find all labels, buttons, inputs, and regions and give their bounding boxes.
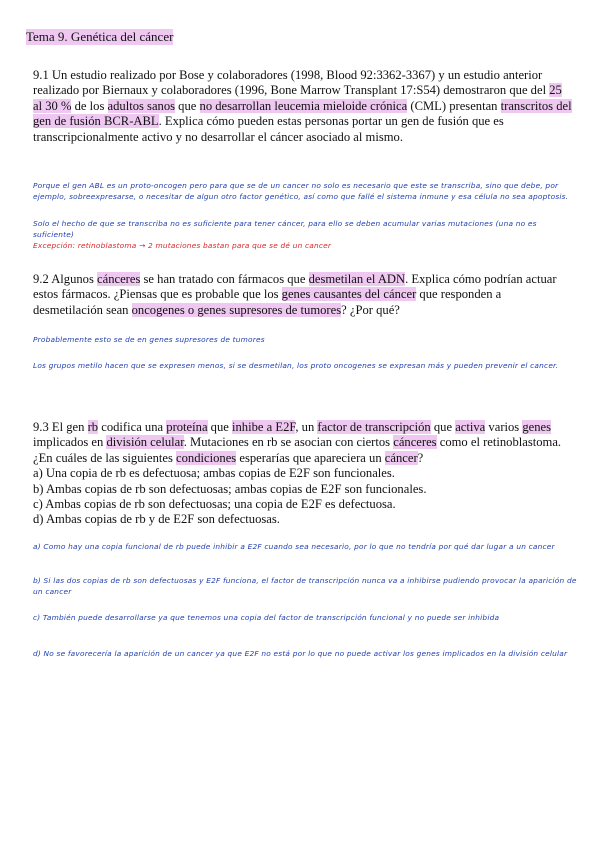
q3-text-10: esperarías que apareciera un [236, 450, 385, 465]
q3-highlight-2: proteína [166, 420, 208, 434]
q1-text-2: de los [71, 98, 108, 113]
option-d: d) Ambas copias de rb y de E2F son defectuosas. [33, 512, 280, 527]
q1-highlight-4: transcritos del gen de fusión BCR-ABL [33, 98, 572, 129]
answer-9-2-line-2: Los grupos metilo hacen que se expresen menos, si se desmetilan, los proto oncogenes se expresan más y pueden prevenir el cancer. [33, 361, 559, 370]
option-c: c) Ambas copias de rb son defectuosas; una copia de E2F es defectuosa. [33, 497, 396, 512]
q3-highlight-10: cáncer [384, 450, 418, 465]
q3-text-4: , un [295, 420, 318, 434]
question-9-3 [33, 420, 573, 528]
option-a: a) Una copia de rb es defectuosa; ambas copias de E2F son funcionales. [33, 466, 395, 481]
q3-text-5: que [430, 420, 456, 434]
q3-highlight-7: división celular [106, 435, 184, 450]
option-b: b) Ambas copias de rb son defectuosas; ambas copias de E2F son funcionales. [33, 481, 427, 496]
q3-text-8: . Mutaciones en rb se asocian con ciertos [183, 435, 394, 450]
q3-highlight-1: rb [87, 420, 99, 434]
q3-highlight-3: inhibe a E2F [232, 420, 296, 434]
q3-text-9: como el retinoblastoma. ¿En cuáles de las siguientes [33, 435, 562, 465]
answer-9-3-d: d) No se favorecería la aparición de un cancer ya que E2F no está por lo que no puede activar los genes implicados en la división celular [33, 649, 568, 658]
q2-highlight-2: desmetilan el ADN [308, 272, 406, 286]
q1-text-5: . Explica cómo pueden estas personas portar un gen de fusión que es transcripcionalmente activo y no desarrollar el cáncer asociado al mismo. [33, 114, 504, 144]
question-9-2 [33, 272, 573, 318]
q2-highlight-1: cánceres [97, 272, 141, 286]
q1-text-4: (CML) presentan [407, 98, 501, 113]
q2-text-1: 9.2 Algunos [33, 272, 98, 286]
q3-highlight-6: genes [522, 420, 552, 434]
q2-text-2: se han tratado con fármacos que [140, 272, 309, 286]
q3-text-7: implicados en [33, 435, 107, 450]
q2-highlight-4: oncogenes o genes supresores de tumores [131, 302, 342, 317]
q3-text-3: que [207, 420, 233, 434]
answer-9-1-exception: Excepción: retinoblastoma → 2 mutaciones bastan para que se dé un cancer [33, 241, 332, 250]
q3-text-1: 9.3 El gen [33, 420, 88, 434]
answer-9-3-c: c) También puede desarrollarse ya que tenemos una copia del factor de transcripción funcional y no puede ser inhibida [33, 613, 500, 622]
answer-9-1-line-2: Solo el hecho de que se transcriba no es suficiente para tener cáncer, para ello se deben acumular varias mutaciones (una no es suficiente) [33, 219, 537, 239]
q1-highlight-1: 25 al 30 % [33, 83, 562, 113]
q1-highlight-2: adultos sanos [107, 98, 176, 113]
q2-text-3: . Explica cómo podrían actuar estos fármacos. ¿Piensas que es probable que los [33, 272, 557, 302]
q3-highlight-8: cánceres [393, 435, 437, 450]
q1-highlight-3: no desarrollan leucemia mieloide crónica [199, 98, 408, 113]
q3-highlight-9: condiciones [176, 450, 237, 465]
q3-highlight-5: activa [455, 420, 486, 434]
q3-highlight-4: factor de transcripción [317, 420, 431, 434]
q2-text-5: ? ¿Por qué? [341, 302, 400, 317]
answer-9-1-line-1: Porque el gen ABL es un proto-oncogen pero para que se de un cancer no solo es necesario que este se transcriba, sino que debe, por ejemplo, sobreexpresarse, o necesitar de algun otro factor genético, así como que fallé el sistema inmune y esa célula no sea apoptosis. [33, 181, 569, 201]
answer-9-3-b: b) Si las dos copias de rb son defectuosas y E2F funciona, el factor de transcripción nunca va a inhibirse pudiendo provocar la aparición de un cancer [33, 576, 577, 596]
q2-text-4: que responden a desmetilación sean [33, 287, 502, 317]
q1-text-1: 9.1 Un estudio realizado por Bose y colaboradores (1998, Blood 92:3362-3367) y un estudio anterior realizado por Biernaux y colaboradores (1996, Bone Marrow Transplant 17:S54) demostraron que del [33, 68, 550, 98]
answer-9-2-line-1: Probablemente esto se de en genes supresores de tumores [33, 335, 265, 344]
q3-text-2: codifica una [98, 420, 167, 434]
q1-text-3: que [175, 98, 200, 113]
q3-text-6: varios [485, 420, 523, 434]
q3-text-11: ? [417, 450, 424, 465]
q2-highlight-3: genes causantes del cáncer [281, 287, 417, 302]
page-title: Tema 9. Genética del cáncer [26, 29, 174, 44]
question-9-1 [33, 68, 573, 145]
answer-9-3-a: a) Como hay una copia funcional de rb puede inhibir a E2F cuando sea necesario, por lo que no tendría por qué dar lugar a un cancer [33, 542, 555, 551]
